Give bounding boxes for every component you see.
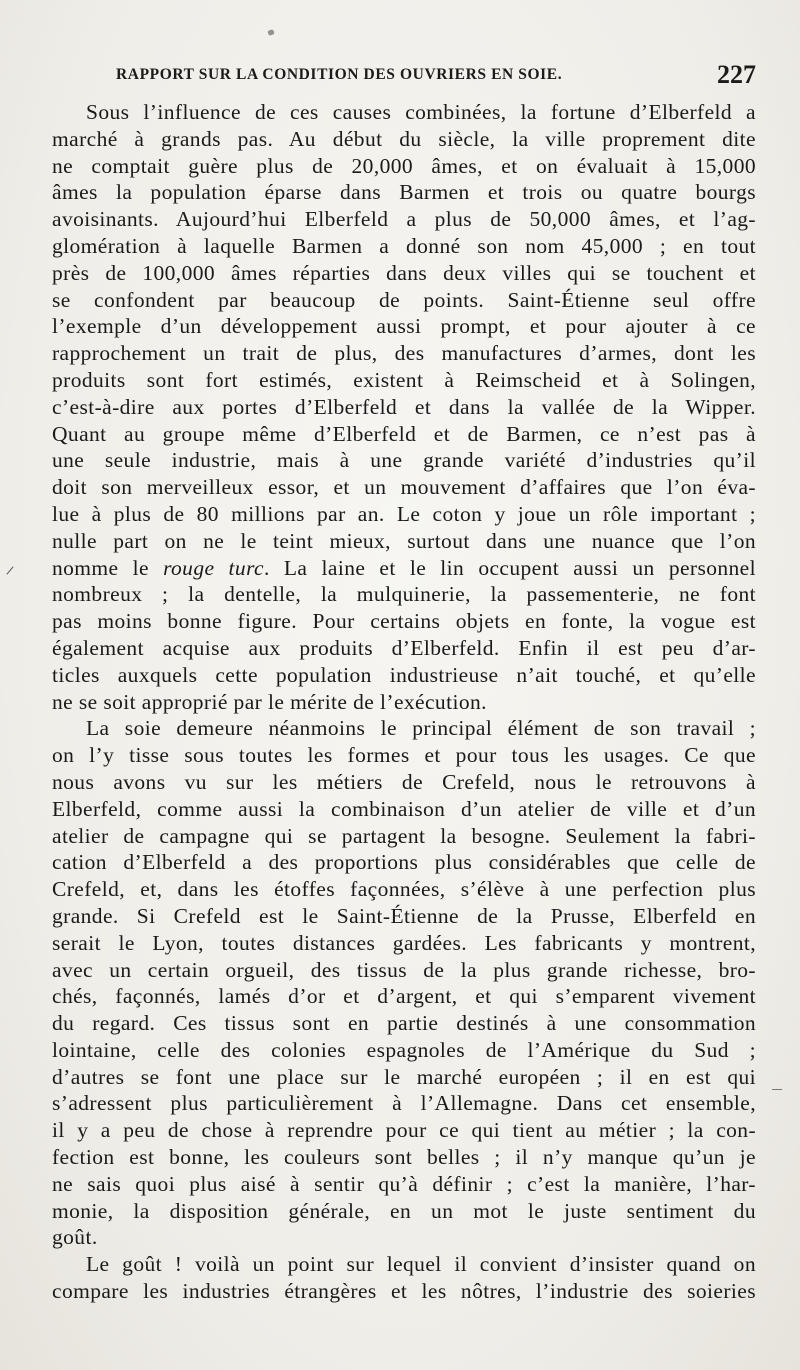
text-line: ne sais quoi plus aisé à sentir qu’à définir ; c’est la manière, l’har-	[52, 1171, 756, 1196]
text-line: d’autres se font une place sur le marché européen ; il en est qui	[52, 1064, 756, 1089]
text-line: chés, façonnés, lamés d’or et d’argent, et qui s’emparent vivement	[52, 984, 756, 1009]
running-title: RAPPORT SUR LA CONDITION DES OUVRIERS EN SOIE.	[116, 66, 563, 83]
text-line: lointaine, celle des colonies espagnoles de l’Amérique du Sud ;	[52, 1037, 756, 1062]
text-line: on l’y tisse sous toutes les formes et pour tous les usages. Ce que	[52, 743, 756, 768]
text-line: grande. Si Crefeld est le Saint-Étienne de la Prusse, Elberfeld en	[52, 903, 756, 928]
text-line: rapprochement un trait de plus, des manufactures d’armes, dont les	[52, 341, 756, 366]
text-line: monie, la disposition générale, en un mot le juste sentiment du	[52, 1198, 756, 1223]
text-line: nombreux ; la dentelle, la mulquinerie, la passementerie, ne font	[52, 582, 756, 607]
margin-mark	[6, 566, 13, 574]
text-line: lue à plus de 80 millions par an. Le coton y joue un rôle important ;	[52, 501, 756, 526]
text-line: se confondent par beaucoup de points. Saint-Étienne seul offre	[52, 287, 756, 312]
text-line: il y a peu de chose à reprendre pour ce qui tient au métier ; la con-	[52, 1118, 756, 1143]
text-line: Quant au groupe même d’Elberfeld et de Barmen, ce n’est pas à	[52, 421, 756, 446]
text-line: Elberfeld, comme aussi la combinaison d’un atelier de ville et d’un	[52, 796, 756, 821]
text-line: La soie demeure néanmoins le principal élément de son travail ;	[86, 716, 756, 741]
text-line: fection est bonne, les couleurs sont belles ; il n’y manque qu’un je	[52, 1145, 756, 1170]
text-line: Crefeld, et, dans les étoffes façonnées, s’élève à une perfection plus	[52, 877, 756, 902]
text-line: s’adressent plus particulièrement à l’Allemagne. Dans cet ensemble,	[52, 1091, 756, 1116]
text-line: serait le Lyon, toutes distances gardées. Les fabricants y montrent,	[52, 930, 756, 955]
text-line: goût.	[52, 1225, 98, 1250]
text-line: nulle part on ne le teint mieux, surtout dans une nuance que l’on	[52, 528, 756, 553]
text-line: doit son merveilleux essor, et un mouvement d’affaires que l’on éva-	[52, 475, 756, 500]
text-line: cation d’Elberfeld a des proportions plus considérables que celle de	[52, 850, 756, 875]
text-line: ne comptait guère plus de 20,000 âmes, et on évaluait à 15,000	[52, 153, 756, 178]
text-line: Le goût ! voilà un point sur lequel il convient d’insister quand on	[86, 1252, 756, 1277]
text-line: produits sont fort estimés, existent à Reimscheid et à Solingen,	[52, 367, 756, 392]
text-line: Sous l’influence de ces causes combinées, la fortune d’Elberfeld a	[86, 100, 756, 124]
ink-speck	[267, 29, 274, 36]
italic-term: rouge turc	[163, 555, 264, 580]
text-line: nous avons vu sur les métiers de Crefeld, nous le retrouvons à	[52, 769, 756, 794]
text-line: nomme le rouge turc. La laine et le lin occupent aussi un personnel	[52, 555, 756, 580]
text-line: compare les industries étrangères et les nôtres, l’industrie des soieries	[52, 1279, 756, 1304]
text-line: ticles auxquels cette population industrieuse n’ait touché, et qu’elle	[52, 662, 756, 687]
text-line: c’est-à-dire aux portes d’Elberfeld et dans la vallée de la Wipper.	[52, 394, 756, 419]
text-line: l’exemple d’un développement aussi prompt, et pour ajouter à ce	[52, 314, 756, 339]
text-line: glomération à laquelle Barmen a donné son nom 45,000 ; en tout	[52, 233, 756, 258]
text-line: également acquise aux produits d’Elberfeld. Enfin il est peu d’ar-	[52, 635, 756, 660]
text-line: âmes la population éparse dans Barmen et trois ou quatre bourgs	[52, 180, 756, 205]
page-header	[116, 60, 756, 90]
text-line: avec un certain orgueil, des tissus de la plus grande richesse, bro-	[52, 957, 756, 982]
text-line: avoisinants. Aujourd’hui Elberfeld a plus de 50,000 âmes, et l’ag-	[52, 207, 756, 232]
text-line: atelier de campagne qui se partagent la besogne. Seulement la fabri-	[52, 823, 756, 848]
text-line: ne se soit approprié par le mérite de l’exécution.	[52, 689, 487, 714]
body-text	[52, 99, 756, 1305]
page-number: 227	[717, 60, 756, 89]
text-line: une seule industrie, mais à une grande variété d’industries qu’il	[52, 448, 756, 473]
text-line: du regard. Ces tissus sont en partie destinés à une consommation	[52, 1011, 756, 1036]
margin-mark-right	[772, 1089, 782, 1090]
text-line: près de 100,000 âmes réparties dans deux villes qui se touchent et	[52, 260, 756, 285]
text-line: marché à grands pas. Au début du siècle, la ville proprement dite	[52, 126, 756, 151]
text-line: pas moins bonne figure. Pour certains objets en fonte, la vogue est	[52, 609, 756, 634]
